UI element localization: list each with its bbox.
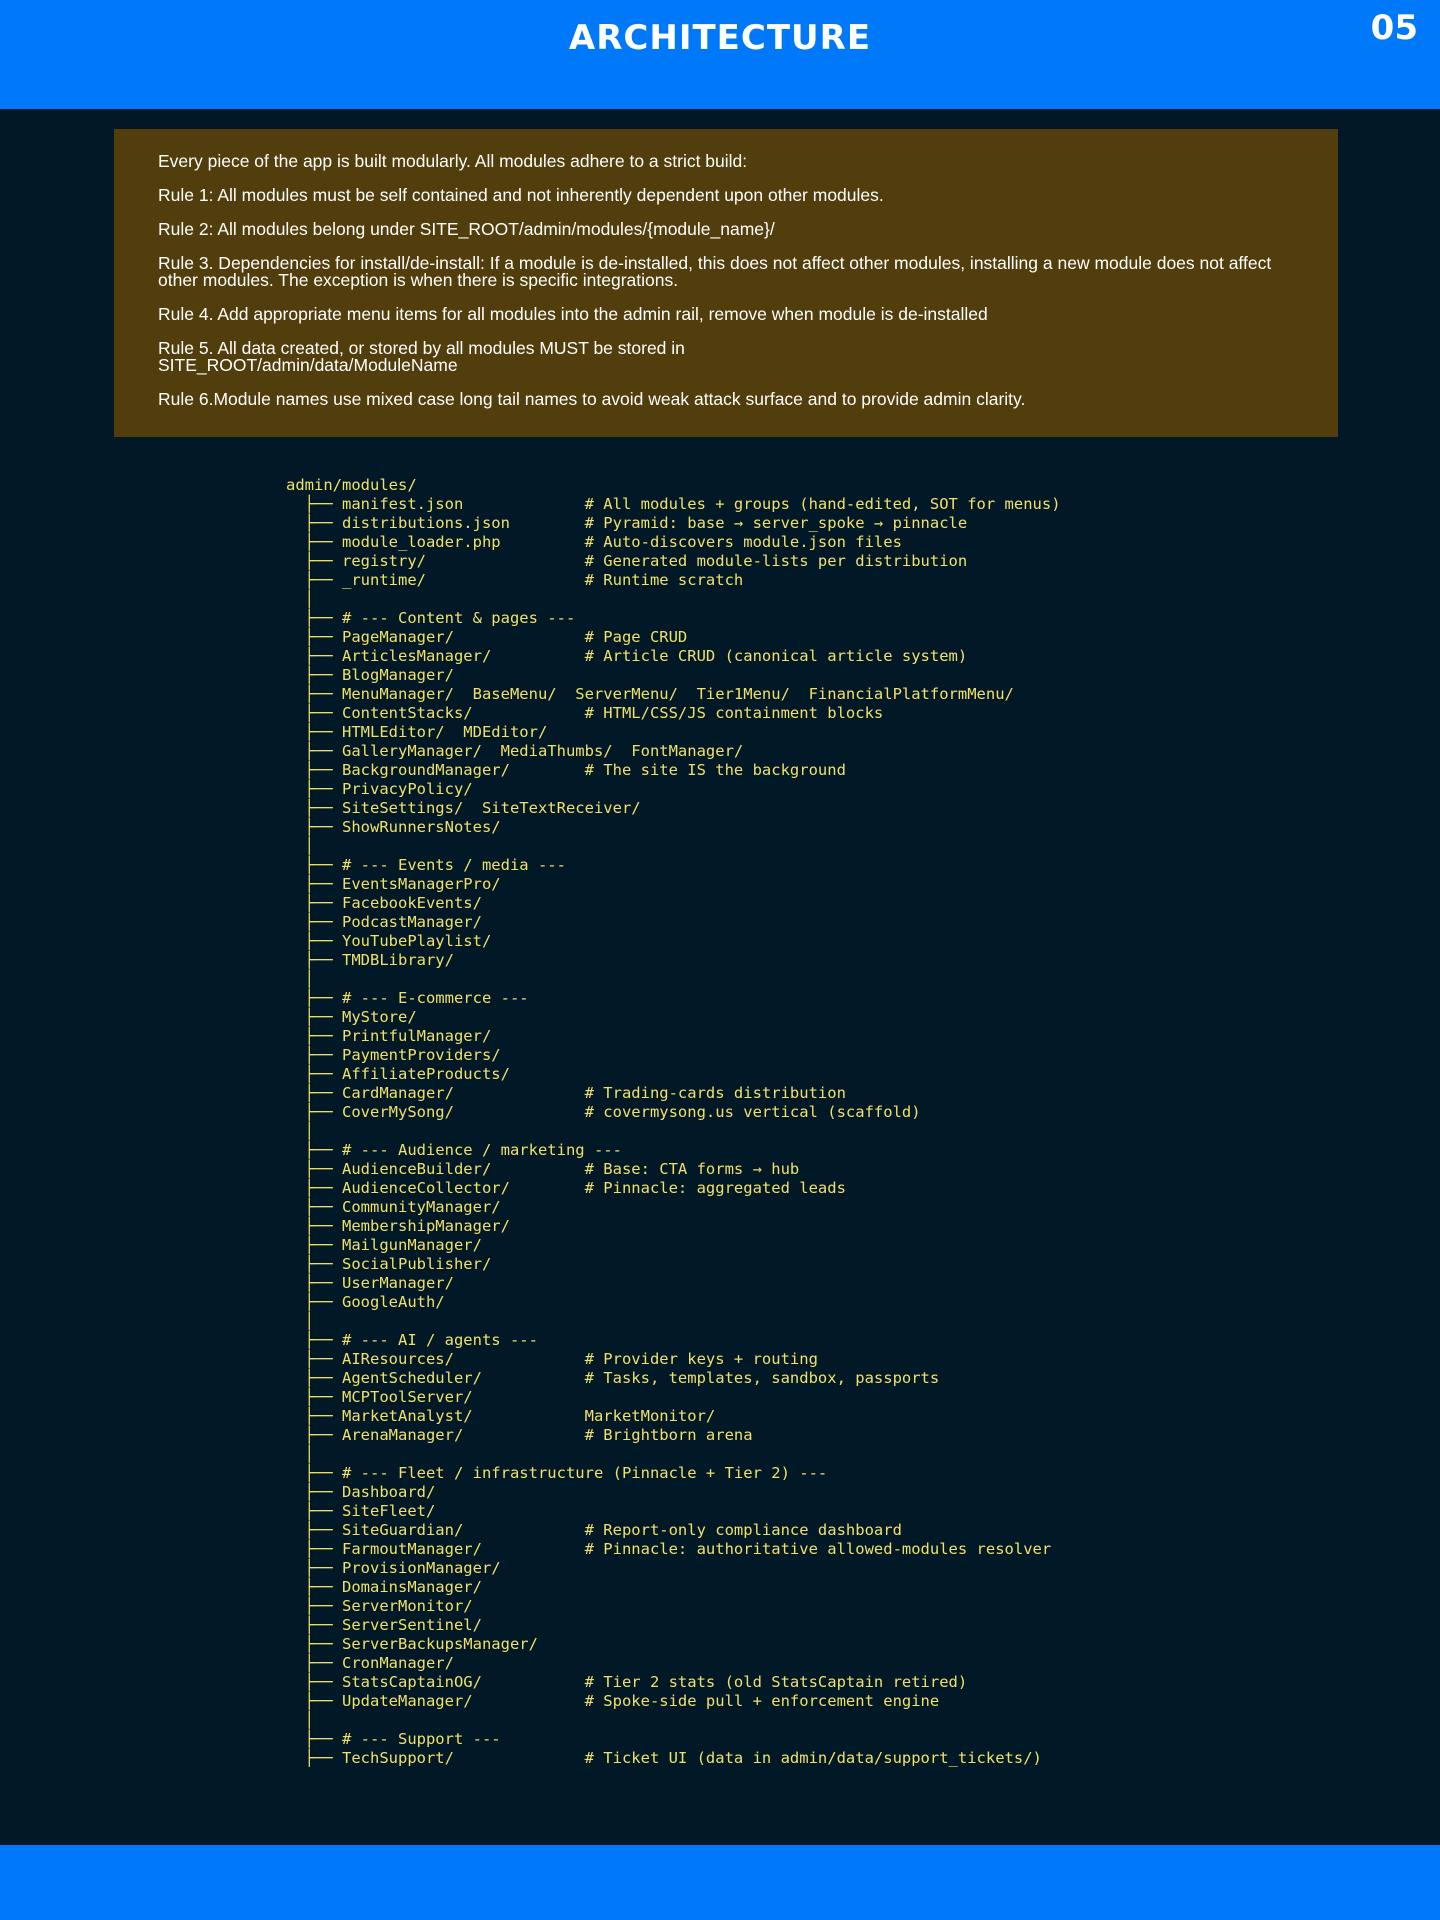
code-line: ├── CoverMySong/ # covermysong.us vertical (scaffold) [286, 1103, 921, 1121]
code-line: ├── # --- Support --- [286, 1730, 501, 1748]
code-line: ├── _runtime/ # Runtime scratch [286, 571, 744, 589]
code-line: admin/modules/ [286, 476, 417, 494]
rule-item: Rule 1: All modules must be self contained and not inherently dependent upon other modules. [158, 185, 884, 205]
code-line: ├── # --- Content & pages --- [286, 609, 576, 627]
code-line: ├── MembershipManager/ [286, 1217, 510, 1235]
code-line: ├── ProvisionManager/ [286, 1559, 501, 1577]
rules-panel [114, 129, 1338, 437]
code-line: │ [286, 590, 314, 608]
code-line: ├── SiteFleet/ [286, 1502, 436, 1520]
code-line: ├── AgentScheduler/ # Tasks, templates, sandbox, passports [286, 1369, 940, 1387]
code-line: │ [286, 970, 314, 988]
code-line: ├── GoogleAuth/ [286, 1293, 445, 1311]
code-line: ├── TMDBLibrary/ [286, 951, 454, 969]
code-line: ├── ArticlesManager/ # Article CRUD (canonical article system) [286, 647, 968, 665]
code-line: ├── ServerBackupsManager/ [286, 1635, 538, 1653]
code-line: ├── # --- Audience / marketing --- [286, 1141, 622, 1159]
code-line: ├── CardManager/ # Trading-cards distribution [286, 1084, 846, 1102]
code-line: ├── FarmoutManager/ # Pinnacle: authoritative allowed-modules resolver [286, 1540, 1052, 1558]
code-line: │ [286, 1312, 314, 1330]
code-line: │ [286, 837, 314, 855]
code-line: ├── EventsManagerPro/ [286, 875, 501, 893]
code-line: ├── distributions.json # Pyramid: base → server_spoke → pinnacle [286, 514, 968, 532]
code-line: ├── # --- Fleet / infrastructure (Pinnacle + Tier 2) --- [286, 1464, 828, 1482]
code-line: ├── YouTubePlaylist/ [286, 932, 492, 950]
code-line: ├── AffiliateProducts/ [286, 1065, 510, 1083]
code-line: │ [286, 1122, 314, 1140]
code-line: ├── ServerSentinel/ [286, 1616, 482, 1634]
code-line: ├── MCPToolServer/ [286, 1388, 473, 1406]
code-line: ├── AudienceBuilder/ # Base: CTA forms → hub [286, 1160, 800, 1178]
rules-list [158, 187, 1294, 408]
code-line: ├── PrintfulManager/ [286, 1027, 492, 1045]
code-line: ├── PaymentProviders/ [286, 1046, 501, 1064]
rule-item: Rule 3. Dependencies for install/de-install: If a module is de-installed, this does not affect other modules, installing a new module does not affect other modules. The exception is when there is specific integrations. [158, 253, 1272, 290]
code-line: ├── StatsCaptainOG/ # Tier 2 stats (old StatsCaptain retired) [286, 1673, 968, 1691]
code-line: ├── # --- E-commerce --- [286, 989, 529, 1007]
rule-item: Rule 6.Module names use mixed case long tail names to avoid weak attack surface and to provide admin clarity. [158, 389, 1026, 409]
code-line: ├── SiteGuardian/ # Report-only compliance dashboard [286, 1521, 902, 1539]
code-line: ├── ArenaManager/ # Brightborn arena [286, 1426, 753, 1444]
code-line: ├── manifest.json # All modules + groups (hand-edited, SOT for menus) [286, 495, 1061, 513]
header-bar [0, 0, 1440, 109]
code-line: ├── BackgroundManager/ # The site IS the background [286, 761, 846, 779]
code-line: ├── registry/ # Generated module-lists per distribution [286, 552, 968, 570]
code-line: ├── module_loader.php # Auto-discovers module.json files [286, 533, 902, 551]
code-line: ├── ContentStacks/ # HTML/CSS/JS containment blocks [286, 704, 884, 722]
code-line: ├── PrivacyPolicy/ [286, 780, 473, 798]
rules-intro: Every piece of the app is built modularly. All modules adhere to a strict build: [158, 151, 748, 171]
code-line: ├── FacebookEvents/ [286, 894, 482, 912]
rule-item: Rule 2: All modules belong under SITE_ROOT/admin/modules/{module_name}/ [158, 219, 775, 239]
code-line: ├── UpdateManager/ # Spoke-side pull + enforcement engine [286, 1692, 940, 1710]
code-line: ├── PodcastManager/ [286, 913, 482, 931]
code-line: ├── SocialPublisher/ [286, 1255, 492, 1273]
code-line: ├── UserManager/ [286, 1274, 454, 1292]
code-line: ├── MenuManager/ BaseMenu/ ServerMenu/ Tier1Menu/ FinancialPlatformMenu/ [286, 685, 1014, 703]
code-line: ├── PageManager/ # Page CRUD [286, 628, 688, 646]
page-title: ARCHITECTURE [568, 18, 872, 58]
code-line: │ [286, 1445, 314, 1463]
code-line: ├── MarketAnalyst/ MarketMonitor/ [286, 1407, 716, 1425]
code-line: │ [286, 1711, 314, 1729]
code-line: ├── # --- AI / agents --- [286, 1331, 538, 1349]
code-line: ├── TechSupport/ # Ticket UI (data in admin/data/support_tickets/) [286, 1749, 1042, 1767]
code-line: ├── MyStore/ [286, 1008, 417, 1026]
code-line: ├── Dashboard/ [286, 1483, 436, 1501]
code-line: ├── ServerMonitor/ [286, 1597, 473, 1615]
page-number: 05 [1370, 8, 1418, 48]
code-line: ├── BlogManager/ [286, 666, 454, 684]
code-line: ├── MailgunManager/ [286, 1236, 482, 1254]
code-line: ├── HTMLEditor/ MDEditor/ [286, 723, 548, 741]
code-line: ├── # --- Events / media --- [286, 856, 566, 874]
rule-item: Rule 5. All data created, or stored by all modules MUST be stored in SITE_ROOT/admin/data/ModuleName [158, 338, 685, 375]
code-line: ├── CronManager/ [286, 1654, 454, 1672]
rule-item: Rule 4. Add appropriate menu items for all modules into the admin rail, remove when module is de-installed [158, 304, 988, 324]
footer-bar [0, 1845, 1440, 1920]
code-line: ├── GalleryManager/ MediaThumbs/ FontManager/ [286, 742, 744, 760]
code-line: ├── CommunityManager/ [286, 1198, 501, 1216]
code-line: ├── DomainsManager/ [286, 1578, 482, 1596]
code-line: ├── AIResources/ # Provider keys + routing [286, 1350, 818, 1368]
module-tree-code-block [286, 476, 1406, 1776]
code-line: ├── SiteSettings/ SiteTextReceiver/ [286, 799, 641, 817]
code-line: ├── ShowRunnersNotes/ [286, 818, 501, 836]
code-line: ├── AudienceCollector/ # Pinnacle: aggregated leads [286, 1179, 846, 1197]
